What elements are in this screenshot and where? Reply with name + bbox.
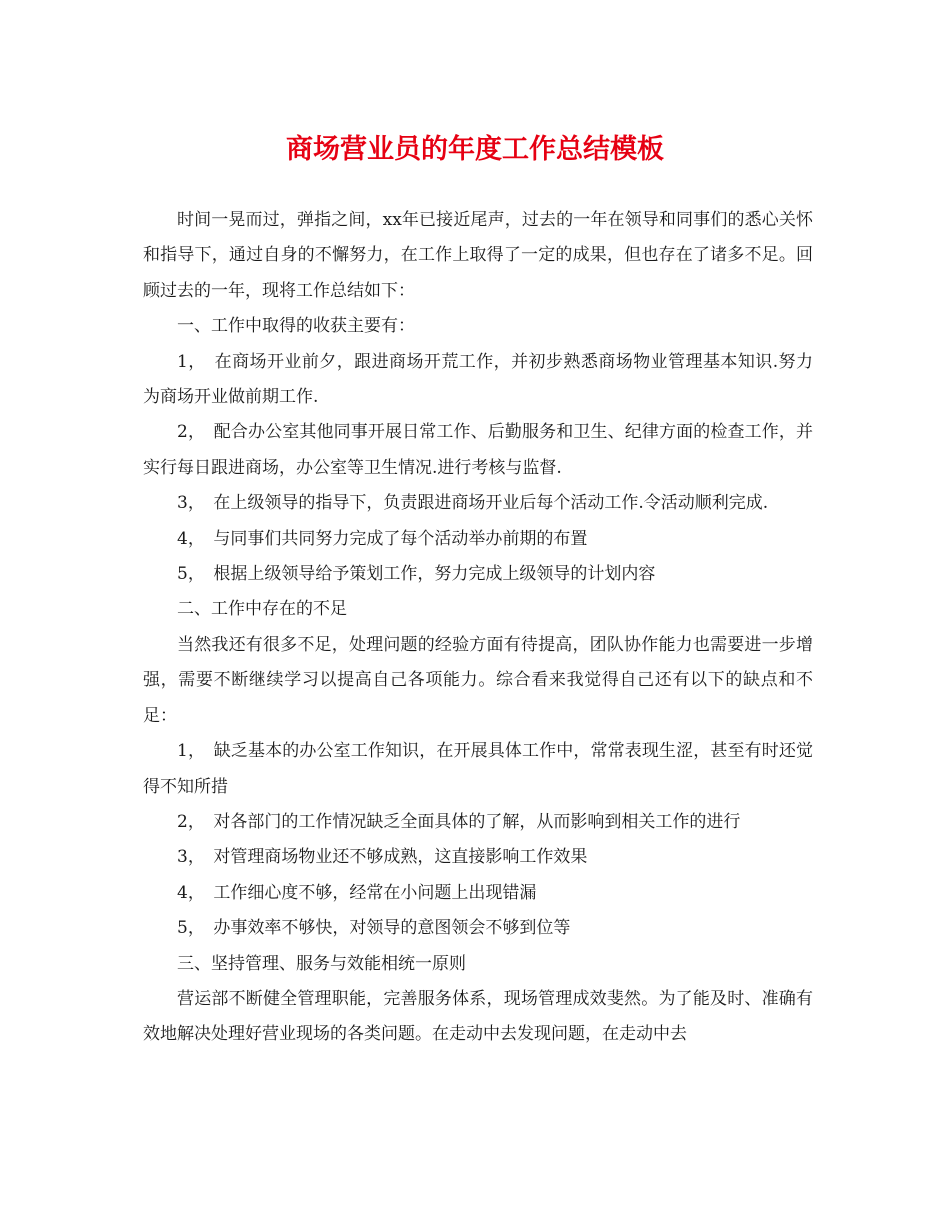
principle-paragraph: 营运部不断健全管理职能，完善服务体系，现场管理成效斐然。为了能及时、准确有效地解决处理好营业现场的各类问题。在走动中去发现问题，在走动中去 [143,988,813,1045]
section-heading-principle: 三、坚持管理、服务与效能相统一原则 [177,953,466,974]
intro-paragraph: 时间一晃而过，弹指之间，xx年已接近尾声，过去的一年在领导和同事们的悉心关怀和指导下，通过自身的不懈努力，在工作上取得了一定的成果，但也存在了诸多不足。回顾过去的一年，现将工作总结如下： [143,210,813,301]
document-title: 商场营业员的年度工作总结模板 [286,134,664,165]
gain-item-3: 3， 在上级领导的指导下，负责跟进商场开业后每个活动工作.令活动顺利完成. [177,493,769,514]
gain-item-4: 4， 与同事们共同努力完成了每个活动举办前期的布置 [177,528,588,549]
shortcoming-item-1: 1， 缺乏基本的办公室工作知识，在开展具体工作中，常常表现生涩，甚至有时还觉得不知所措 [143,741,813,797]
shortcoming-item-3: 3， 对管理商场物业还不够成熟，这直接影响工作效果 [177,847,588,868]
section-heading-gains: 一、工作中取得的收获主要有： [177,316,415,337]
shortcoming-item-5: 5， 办事效率不够快，对领导的意图领会不够到位等 [177,918,571,939]
gain-item-5: 5， 根据上级领导给予策划工作，努力完成上级领导的计划内容 [177,564,656,585]
shortcoming-item-2: 2， 对各部门的工作情况缺乏全面具体的了解，从而影响到相关工作的进行 [177,811,741,832]
gain-item-2: 2， 配合办公室其他同事开展日常工作、后勤服务和卫生、纪律方面的检查工作，并实行每日跟进商场，办公室等卫生情况.进行考核与监督. [143,422,813,478]
document-body [143,203,813,1053]
section-heading-shortcomings: 二、工作中存在的不足 [177,599,347,620]
gain-item-1: 1， 在商场开业前夕，跟进商场开荒工作，并初步熟悉商场物业管理基本知识.努力为商场开业做前期工作. [143,351,813,408]
shortcomings-intro-paragraph: 当然我还有很多不足，处理问题的经验方面有待提高，团队协作能力也需要进一步增强，需要不断继续学习以提高自己各项能力。综合看来我觉得自己还有以下的缺点和不足： [143,634,813,726]
shortcoming-item-4: 4， 工作细心度不够，经常在小问题上出现错漏 [177,882,537,903]
